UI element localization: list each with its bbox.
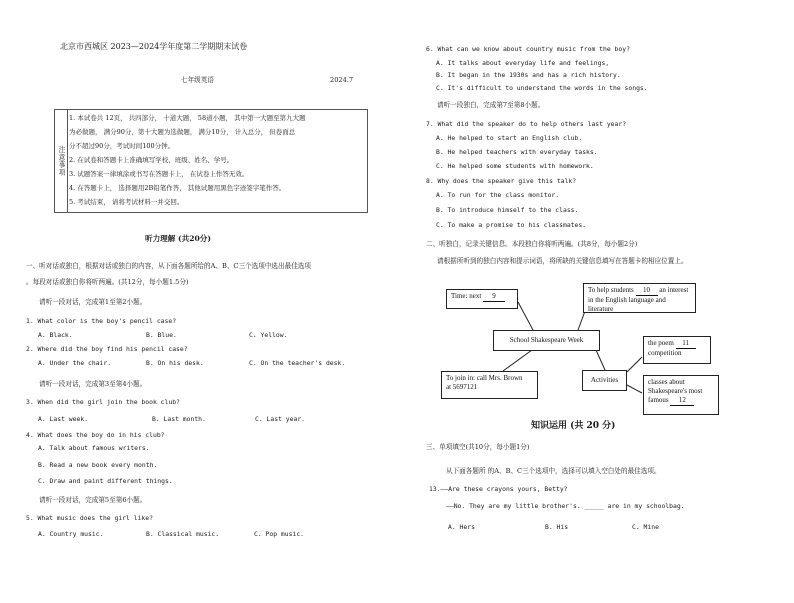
question-1: 1. What color is the boy's pencil case?	[26, 317, 177, 325]
box-poem-line-1: the poem	[648, 339, 674, 347]
q1-option-b[interactable]: B. Blue.	[146, 331, 177, 339]
part3-instruction: 三、单项填空(共10分，每小题1分)	[426, 443, 530, 451]
q7-option-a[interactable]: A. He helped to start an English club.	[436, 134, 583, 142]
dialogue-instruction-3: 请听一段对话，完成第5至第6小题。	[39, 496, 147, 504]
box-poem-line-2: competition	[648, 349, 682, 357]
part1-instruction-2: 。每段对话或独白你将听两遍。(共12分，每小题1.5分)	[26, 278, 189, 286]
box-help-line-1: To help students	[588, 286, 634, 294]
q1-option-a[interactable]: A. Black.	[38, 331, 73, 339]
q5-option-a[interactable]: A. Country music.	[38, 530, 104, 538]
q7-option-c[interactable]: C. He helped some students with homework.	[436, 162, 594, 170]
q6-option-c[interactable]: C. It's difficult to understand the words in the songs.	[436, 84, 648, 92]
blank-11[interactable]: 11	[676, 339, 696, 349]
q2-option-b[interactable]: B. On his desk.	[146, 359, 204, 367]
q13-option-b[interactable]: B. His	[545, 523, 569, 531]
question-5: 5. What music does the girl like?	[26, 514, 153, 522]
question-7: 7. What did the speaker do to help others last year?	[426, 120, 627, 128]
question-13-line-2: ——No. They are my little brother's. _____ are in my schoolbag.	[446, 502, 685, 510]
diagram-caption: School Shakespeare Week	[509, 336, 584, 344]
box-classes	[643, 375, 719, 415]
box-time-label: Time: next	[451, 292, 482, 300]
box-classes-line-1: classes about	[648, 378, 685, 386]
notice-heading: 注意事项	[55, 110, 68, 212]
notice-line-2: 为必做题， 满分90分，第十大题为选做题， 满分10分， 计入总分， 但卷面总	[69, 128, 296, 136]
section-title-listening: 听力理解 (共20分)	[145, 234, 211, 243]
question-6: 6. What can we know about country music from the boy?	[426, 45, 630, 53]
question-2: 2. Where did the boy find his pencil case?	[26, 345, 188, 353]
question-3: 3. When did the girl join the book club?	[26, 398, 180, 406]
box-help-line-2: in the English language and literature	[588, 296, 666, 313]
notice-line-3: 分不超过90分，考试时间100分钟。	[69, 142, 175, 150]
dialogue-instruction-1: 请听一段对话，完成第1至第2小题。	[39, 298, 147, 306]
blank-9[interactable]: 9	[483, 292, 505, 302]
q8-option-c[interactable]: C. To make a promise to his classmates.	[436, 221, 587, 229]
notice-line-6: 4. 在答题卡上， 选择题用2B铅笔作答， 其他试题用黑色字迹签字笔作答。	[69, 184, 286, 192]
q6-option-b[interactable]: B. It began in the 1930s and has a rich history.	[436, 71, 621, 79]
exam-title: 北京市西城区 2023—2024学年度第二学期期末试卷	[60, 42, 248, 51]
notice-line-5: 3. 试题答案一律填涂或书写在答题卡上， 在试卷上作答无效。	[69, 170, 249, 178]
blank-12[interactable]: 12	[670, 396, 694, 406]
grade-subject: 七年级英语	[181, 76, 214, 84]
box-join-in	[441, 371, 538, 399]
q2-option-a[interactable]: A. Under the chair.	[38, 359, 112, 367]
q6-option-a[interactable]: A. It talks about everyday life and feelings,	[436, 59, 610, 67]
monologue-instruction: 请听一段独白，完成第7至第8小题。	[437, 101, 545, 109]
q5-option-c[interactable]: C. Pop music.	[254, 530, 305, 538]
question-13: 13.——Are these crayons yours, Betty?	[429, 485, 568, 493]
q1-option-c[interactable]: C. Yellow.	[249, 331, 288, 339]
box-center-title	[493, 330, 600, 351]
q13-option-a[interactable]: A. Hers	[448, 523, 475, 531]
question-4: 4. What does the boy do in his club?	[26, 431, 165, 439]
part2-instruction-2: 请根据所听到的独白内容和提示词语，将所缺的关键信息填写在答题卡的相应位置上。	[437, 257, 688, 265]
box-classes-line-2: Shakespeare's most	[648, 387, 703, 395]
box-poem	[643, 336, 711, 364]
section-title-knowledge: 知识运用 (共 20 分)	[531, 421, 616, 431]
q3-option-a[interactable]: A. Last week.	[38, 415, 89, 423]
q2-option-c[interactable]: C. On the teacher's desk.	[249, 359, 346, 367]
blank-10[interactable]: 10	[636, 286, 658, 296]
box-join-line-2: at 5697121	[446, 383, 478, 391]
q4-option-a[interactable]: A. Talk about famous writers.	[38, 444, 150, 452]
part3-subinstruction: 从下面各题所 的A、B、C三个选项中，选择可以填入空白处的最佳选项。	[446, 467, 661, 475]
q7-option-b[interactable]: B. He helped teachers with everyday tasks.	[436, 148, 598, 156]
q5-option-b[interactable]: B. Classical music.	[146, 530, 220, 538]
q4-option-c[interactable]: C. Draw and paint different things.	[38, 477, 173, 485]
part1-instruction-1: 一、听对话或独白，根据对话或独白的内容，从下面各题所给的A、B、C三个选项中选出最佳选项	[26, 262, 311, 270]
q3-option-c[interactable]: C. Last year.	[255, 415, 306, 423]
box-join-line-1: To join in: call Mrs. Brown	[446, 374, 523, 382]
box-time	[446, 289, 518, 309]
notice-line-4: 2. 在试卷和答题卡上准确填写学校、班级、姓名、学号。	[69, 156, 234, 164]
box-classes-line-3: famous	[648, 396, 669, 404]
q8-option-a[interactable]: A. To run for the class monitor.	[436, 191, 560, 199]
notice-line-7: 5. 考试结束， 请将考试材料一并交回。	[69, 198, 184, 206]
q13-option-c[interactable]: C. Mine	[632, 523, 659, 531]
q4-option-b[interactable]: B. Read a new book every month.	[38, 461, 158, 469]
box-activities	[582, 370, 627, 391]
box-help-line-1b: an interest	[659, 286, 689, 294]
exam-date: 2024.7	[330, 76, 354, 84]
question-8: 8. Why does the speaker give this talk?	[426, 177, 577, 185]
q8-option-b[interactable]: B. To introduce himself to the class.	[436, 206, 579, 214]
notice-line-1: 1. 本试卷共 12页， 共四部分， 十道大题， 58道小题， 其中第一大题至第九大题	[69, 114, 306, 122]
box-activities-label: Activities	[590, 376, 619, 384]
box-help-students	[583, 283, 696, 313]
part2-instruction-1: 二、听独白，记录关键信息。本段独白你将听两遍。(共8分，每小题2分)	[426, 240, 638, 248]
dialogue-instruction-2: 请听一段对话，完成第3至第4小题。	[39, 380, 147, 388]
q3-option-b[interactable]: B. Last month.	[152, 415, 206, 423]
